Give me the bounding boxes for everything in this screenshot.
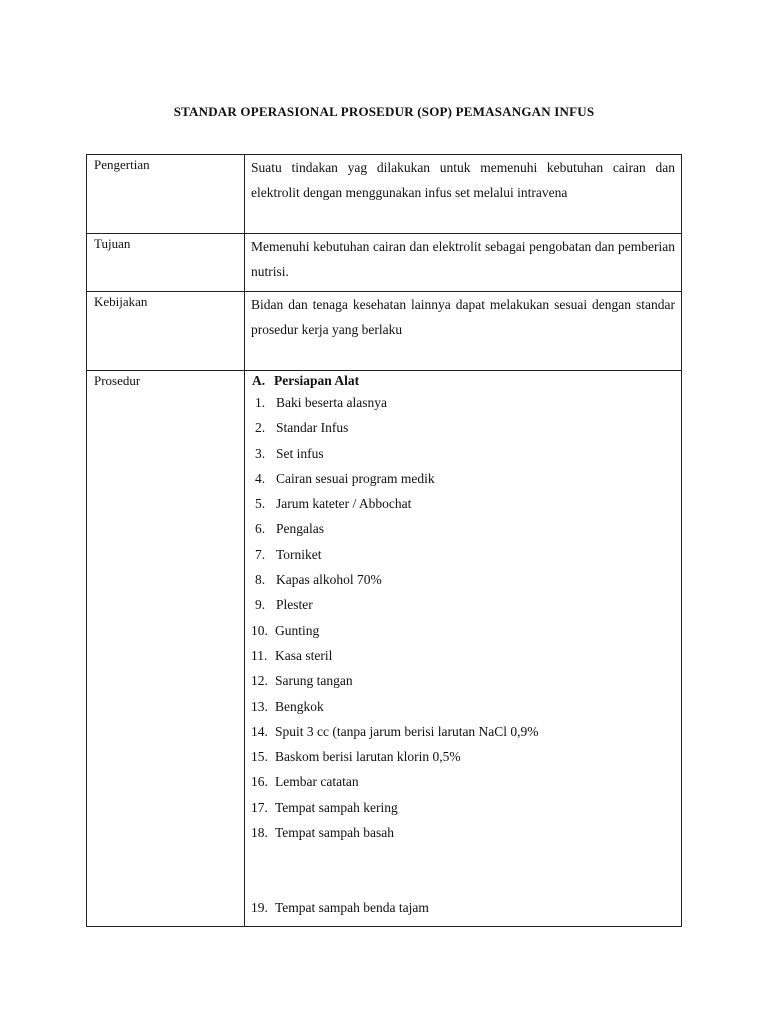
list-item-number: 3. <box>255 445 266 461</box>
row-tujuan <box>87 234 682 292</box>
document-title: STANDAR OPERASIONAL PROSEDUR (SOP) PEMASANGAN INFUS <box>173 104 595 119</box>
section-heading <box>251 372 675 390</box>
list-item-content <box>251 471 435 486</box>
list-item-text: Gunting <box>275 622 320 638</box>
list-item-number: 7. <box>255 546 266 562</box>
list-item <box>251 668 675 693</box>
list-item <box>251 845 675 920</box>
list-item-number: 8. <box>255 572 266 588</box>
list-item-content <box>251 774 359 789</box>
list-item-text: Sarung tangan <box>275 673 353 689</box>
list-item-text: Kapas alkohol 70% <box>276 572 382 588</box>
list-item <box>251 542 675 567</box>
list-item <box>251 719 675 744</box>
list-item <box>251 618 675 643</box>
list-item-number: 12. <box>251 673 268 689</box>
list-item-text: Plester <box>276 597 313 613</box>
list-item-text: Lembar catatan <box>275 774 359 790</box>
list-item-content <box>251 673 353 688</box>
list-item-number: 16. <box>251 774 268 790</box>
list-item-text: Baskom berisi larutan klorin 0,5% <box>275 749 461 765</box>
section-letter: A. <box>252 373 266 388</box>
list-item-number: 2. <box>255 420 266 436</box>
list-item-content <box>251 395 387 410</box>
list-item-content <box>251 446 324 461</box>
content-kebijakan <box>245 292 682 371</box>
list-item-content <box>251 699 324 714</box>
list-item <box>251 795 675 820</box>
list-item-content <box>251 800 398 815</box>
list-item <box>251 390 675 415</box>
list-item-number: 19. <box>251 900 268 916</box>
list-item-content <box>251 895 429 920</box>
content-tujuan <box>245 234 682 292</box>
list-item <box>251 441 675 466</box>
list-item <box>251 415 675 440</box>
list-item <box>251 567 675 592</box>
list-item <box>251 744 675 769</box>
list-item-text: Standar Infus <box>276 420 349 436</box>
list-item-number: 6. <box>255 521 266 537</box>
list-item <box>251 769 675 794</box>
tujuan-text: Memenuhi kebutuhan cairan dan elektrolit sebagai pengobatan dan pemberian nutrisi. <box>251 239 675 279</box>
row-prosedur <box>87 371 682 927</box>
row-pengertian <box>87 155 682 234</box>
list-item-text: Tempat sampah basah <box>275 825 395 841</box>
list-item-content <box>251 648 332 663</box>
list-item-number: 1. <box>255 395 266 410</box>
list-item <box>251 643 675 668</box>
label-kebijakan: Kebijakan <box>87 292 245 371</box>
list-item-text: Spuit 3 cc (tanpa jarum berisi larutan NaCl 0,9% <box>275 723 539 739</box>
list-item-number: 18. <box>251 825 268 841</box>
list-item-text: Torniket <box>276 546 322 562</box>
list-item-text: Kasa steril <box>275 647 333 663</box>
list-item <box>251 694 675 719</box>
pengertian-text: Suatu tindakan yag dilakukan untuk memenuhi kebutuhan cairan dan elektrolit dengan menggunakan infus set melalui intravena <box>251 160 675 200</box>
list-item-number: 13. <box>251 698 268 714</box>
row-kebijakan <box>87 292 682 371</box>
list-item-text: Bengkok <box>275 698 324 714</box>
content-prosedur <box>245 371 682 927</box>
equipment-list <box>251 390 675 920</box>
list-item-content <box>251 623 319 638</box>
list-item-text: Tempat sampah benda tajam <box>275 900 429 916</box>
list-item-content <box>251 547 322 562</box>
list-item <box>251 820 675 845</box>
list-item-content <box>251 496 411 511</box>
list-item-number: 10. <box>251 622 268 638</box>
list-item-content <box>251 420 348 435</box>
section-title: Persiapan Alat <box>274 373 360 388</box>
list-item <box>251 491 675 516</box>
list-item <box>251 466 675 491</box>
label-prosedur: Prosedur <box>87 371 245 927</box>
list-item-content <box>251 572 382 587</box>
list-item-number: 15. <box>251 749 268 765</box>
list-item-content <box>251 724 539 739</box>
list-item-content <box>251 825 394 840</box>
kebijakan-text: Bidan dan tenaga kesehatan lainnya dapat melakukan sesuai dengan standar prosedur kerja yang berlaku <box>251 297 675 337</box>
content-pengertian <box>245 155 682 234</box>
list-item-number: 5. <box>255 496 266 512</box>
list-item-text: Cairan sesuai program medik <box>276 470 435 486</box>
label-tujuan: Tujuan <box>87 234 245 292</box>
list-item-number: 17. <box>251 799 268 815</box>
list-item <box>251 516 675 541</box>
list-item-text: Tempat sampah kering <box>275 799 398 815</box>
list-item-content <box>251 521 324 536</box>
list-item-number: 4. <box>255 470 266 486</box>
list-item-content <box>251 749 461 764</box>
list-item-number: 11. <box>251 647 268 663</box>
label-pengertian: Pengertian <box>87 155 245 234</box>
list-item-number: 14. <box>251 723 268 739</box>
list-item-text: Baki beserta alasnya <box>276 395 387 410</box>
list-item-content <box>251 597 313 612</box>
sop-table <box>86 154 682 927</box>
list-item-text: Pengalas <box>276 521 324 537</box>
list-item-text: Jarum kateter / Abbochat <box>276 496 412 512</box>
list-item <box>251 592 675 617</box>
list-item-number: 9. <box>255 597 266 613</box>
list-item-text: Set infus <box>276 445 324 461</box>
